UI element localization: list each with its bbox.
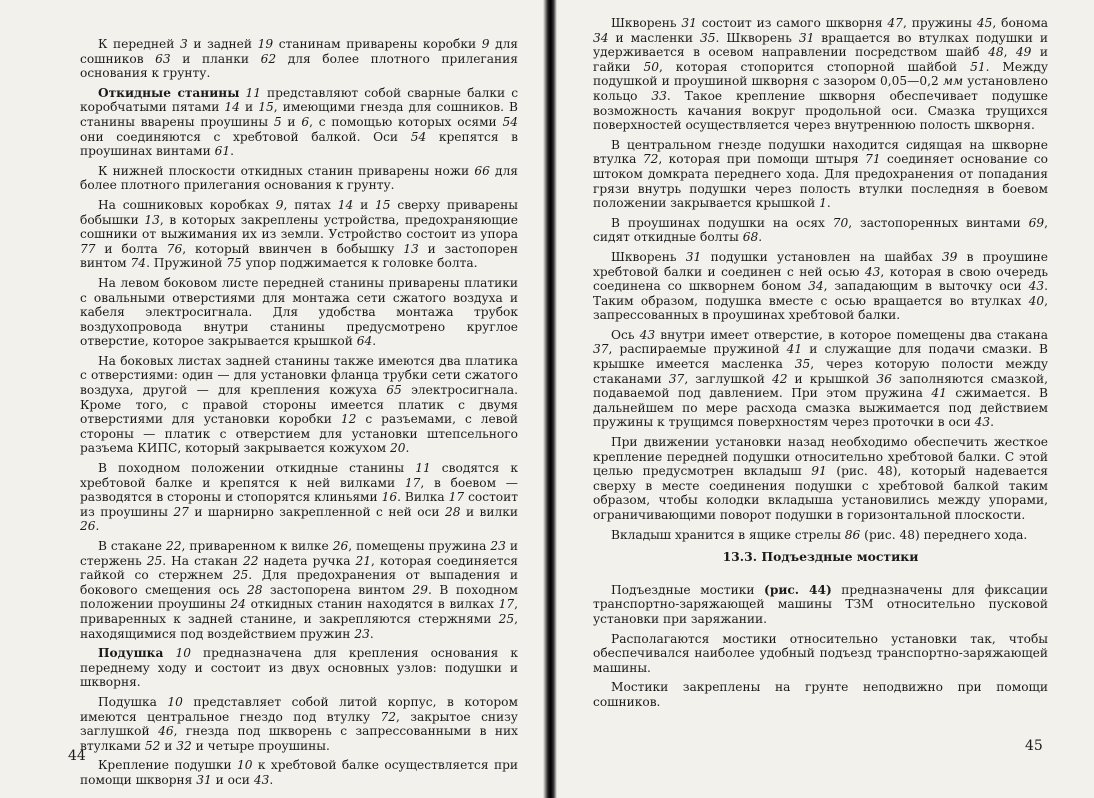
paragraph: К нижней плоскости откидных станин приварены ножи 66 для более плотного прилегания основания к грунту. [80, 163, 518, 193]
paragraph: Вкладыш хранится в ящике стрелы 86 (рис. 48) переднего хода. [611, 527, 1028, 542]
right-page [553, 0, 1094, 798]
paragraph: На левом боковом листе передней станины приварены платики с овальными отверстиями для монтажа сети сжатого воздуха и кабеля электросигнала. Для удобства монтажа трубок воздухопровода внутри станины предусмотрено круглое отверстие, которое закрывается крышкой 64. [80, 275, 518, 349]
paragraph: В стакане 22, приваренном к вилке 26, помещены пружина 23 и стержень 25. На стакан 22 надета ручка 21, которая соединяется гайкой со стержнем 25. Для предохранения от выпадения и бокового смещения ось 28 застопорена винтом 29. В походном положении проушины 24 откидных станин находятся в вилках 17, приваренных к задней станине, и закрепляются стержнями 25, находящимися под воздействием пружин 23. [80, 539, 518, 641]
paragraph: Располагаются мостики относительно установки так, чтобы обеспечивался наиболее удобный подъезд транспортно-заряжающей машины. [593, 631, 1048, 675]
paragraph: В походном положении откидные станины 11 сводятся к хребтовой балке и крепятся к ней вилками 17, в боевом — разводятся в стороны и стопорятся клиньями 16. Вилка 17 состоит из проушины 27 и шарнирно закрепленной с ней оси 28 и вилки 26. [80, 461, 519, 534]
paragraph: В проушинах подушки на осях 70, застопоренных винтами 69, сидят откидные болты 68. [593, 215, 1049, 245]
paragraph: Крепление подушки 10 к хребтовой балке осуществляется при помощи шкворня 31 и оси 43. [80, 758, 518, 787]
right-paragraphs [593, 16, 1048, 542]
paragraph: Ось 43 внутри имеет отверстие, в которое помещены два стакана 37, распираемые пружиной 41 и служащие для подачи смазки. В крышке имеется масленка 35, через которую полости между стаканами 37, заглушкой 42 и крышкой 36 заполняются смазкой, подаваемой под давлением. При этом пружина 41 сжимается. В дальнейшем по мере расхода смазка выжимается под действием пружины к трущимся поверхностям через проточки в оси 43. [593, 327, 1049, 430]
page-number: 45 [1025, 738, 1043, 754]
paragraph: При движении установки назад необходимо обеспечить жесткое крепление передней подушки относительно хребтовой балки. С этой целью предусмотрен вкладыш 91 (рис. 48), который надевается сверху в месте соединения подушки с хребтовой балкой таким образом, чтобы колодки вкладыша установились между упорами, ограничивающими поворот подушки в горизонтальной плоскости. [593, 435, 1048, 522]
paragraph: На боковых листах задней станины также имеются два платика с отверстиями: один — для установки фланца трубки сети сжатого воздуха, другой — для крепления кожуха 65 электросигнала. Кроме того, с правой стороны имеется платик с двумя отверстиями для установки коробки 12 с разъемами, с левой стороны — платик с отверстием для установки штепсельного разъема КИПС, который закрывается кожухом 20. [80, 353, 518, 456]
paragraph: К передней 3 и задней 19 станинам приварены коробки 9 для сошников 63 и планки 62 для более плотного прилегания основания к грунту. [80, 37, 518, 81]
paragraph: Подъездные мостики (рис. 44) предназначены для фиксации транспортно-заряжающей машины ТЗМ относительно пусковой установки при заряжании. [593, 582, 1049, 626]
paragraph: На сошниковых коробках 9, пятах 14 и 15 сверху приварены бобышки 13, в которых закреплены устройства, предохраняющие сошники от выжимания их из земли. Устройство состоит из упора 77 и болта 76, который ввинчен в бобышку 13 и застопорен винтом 74. Пружиной 75 упор поджимается к головке болта. [80, 197, 518, 271]
section-heading: 13.3. Подъездные мостики [722, 549, 919, 565]
page-number: 44 [68, 748, 86, 764]
paragraph: Подушка 10 представляет собой литой корпус, в котором имеются центральное гнездо под втулку 72, закрытое снизу заглушкой 46, гнезда под шкворень с запрессованными в них втулками 52 и 32 и четыре проушины. [80, 694, 518, 753]
paragraph: Мостики закреплены на грунте неподвижно при помощи сошников. [593, 680, 1048, 709]
right-text-column [593, 16, 1048, 715]
paragraph: Шкворень 31 подушки установлен на шайбах 39 в проушине хребтовой балки и соединен с ней осью 43, которая в свою очередь соединена со шкворнем боном 34, западающим в выточку оси 43. Таким образом, подушка вместе с осью вращается во втулках 40, запрессованных в проушинах хребтовой балки. [593, 249, 1049, 323]
paragraph: В центральном гнезде подушки находится сидящая на шкворне втулка 72, которая при помощи штыря 71 соединяет основание со штоком домкрата переднего хода. Для предохранения от попадания грязи внутрь подушки через полость втулки последняя в боевом положении закрывается крышкой 1. [593, 137, 1049, 211]
left-text-column [80, 37, 518, 793]
paragraph: Откидные станины 11 представляют собой сварные балки с коробчатыми пятами 14 и 15, имеющими гнезда для сошников. В станины вварены проушины 5 и 6, с помощью которых осями 54 они соединяются с хребтовой балкой. Оси 54 крепятся в проушинах винтами 61. [80, 85, 519, 159]
paragraph: Шкворень 31 состоит из самого шкворня 47, пружины 45, бонома 34 и масленки 35. Шкворень 31 вращается во втулках подушки и удерживается в осевом направлении посредством шайб 48, 49 и гайки 50, которая стопорится стопорной шайбой 51. Между подушкой и проушиной шкворня с зазором 0,05—0,2 мм установлено кольцо 33. Такое крепление шкворня обеспечивает подушке возможность качания вокруг продольной оси. Смазка трущихся поверхностей осуществляется через внутреннюю полость шкворня. [593, 16, 1049, 133]
paragraph: Подушка 10 предназначена для крепления основания к переднему ходу и состоит из двух основных узлов: подушки и шкворня. [80, 646, 519, 690]
right-paragraphs-after-heading [593, 583, 1048, 710]
